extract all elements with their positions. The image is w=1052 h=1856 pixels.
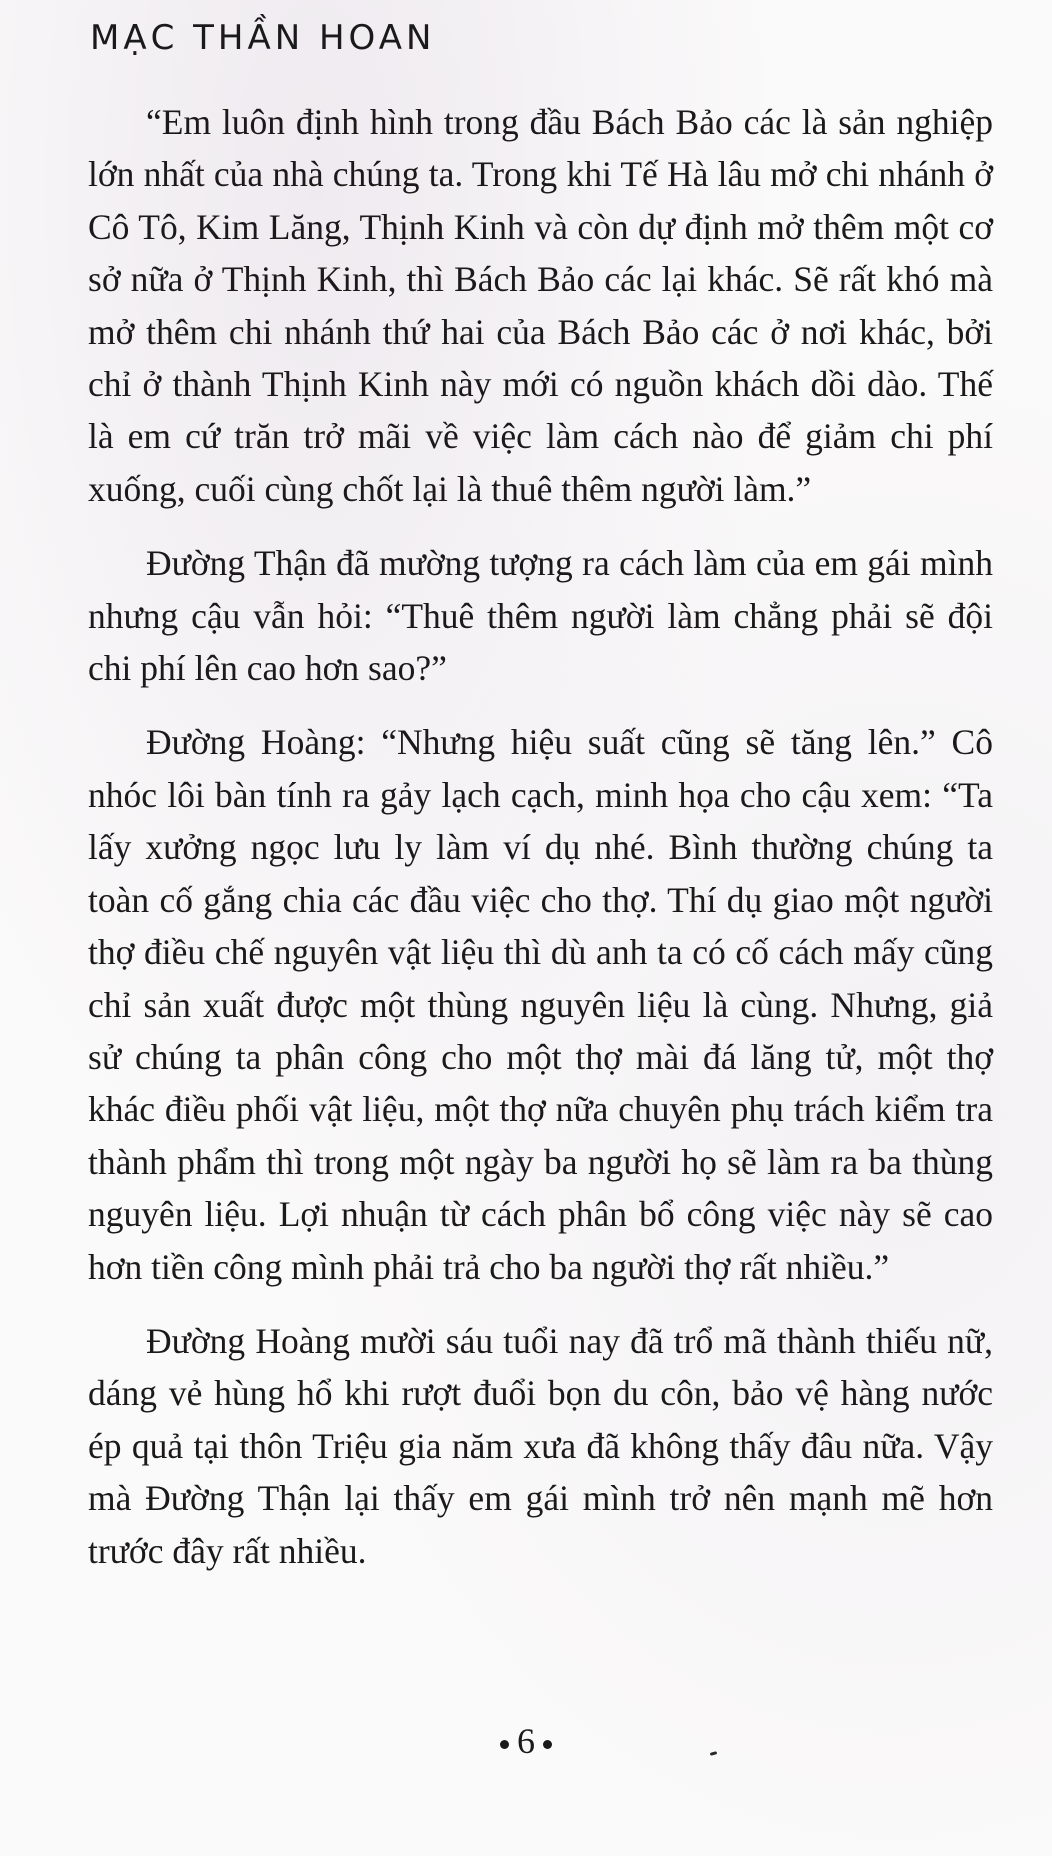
- paragraph: Đường Hoàng: “Nhưng hiệu suất cũng sẽ tăng lên.” Cô nhóc lôi bàn tính ra gảy lạch cạch, minh họa cho cậu xem: “Ta lấy xưởng ngọc lưu ly làm ví dụ nhé. Bình thường chúng ta toàn cố gắng chia các đầu việc cho thợ. Thí dụ giao một người thợ điều chế nguyên vật liệu thì dù anh ta có cố cách mấy cũng chỉ sản xuất được một thùng nguyên liệu là cùng. Nhưng, giả sử chúng ta phân công cho một thợ mài đá lăng tử, một thợ khác điều phối vật liệu, một thợ nữa chuyên phụ trách kiểm tra thành phẩm thì trong một ngày ba người họ sẽ làm ra ba thùng nguyên liệu. Lợi nhuận từ cách phân bổ công việc này sẽ cao hơn tiền công mình phải trả cho ba người thợ rất nhiều.”: [88, 722, 993, 1287]
- paragraph: “Em luôn định hình trong đầu Bách Bảo các là sản nghiệp lớn nhất của nhà chúng ta. Trong khi Tế Hà lâu mở chi nhánh ở Cô Tô, Kim Lăng, Thịnh Kinh và còn dự định mở thêm một cơ sở nữa ở Thịnh Kinh, thì Bách Bảo các lại khác. Sẽ rất khó mà mở thêm chi nhánh thứ hai của Bách Bảo các ở nơi khác, bởi chỉ ở thành Thịnh Kinh này mới có nguồn khách dồi dào. Thế là em cứ trăn trở mãi về việc làm cách nào để giảm chi phí xuống, cuối cùng chốt lại là thuê thêm người làm.”: [88, 102, 993, 509]
- bullet-dot-icon: [543, 1740, 552, 1749]
- paragraph: Đường Thận đã mường tượng ra cách làm của em gái mình nhưng cậu vẫn hỏi: “Thuê thêm người làm chẳng phải sẽ đội chi phí lên cao hơn sao?”: [88, 543, 993, 689]
- body-text: [88, 96, 993, 1577]
- paragraph: Đường Hoàng mười sáu tuổi nay đã trổ mã thành thiếu nữ, dáng vẻ hùng hổ khi rượt đuổi bọn du côn, bảo vệ hàng nước ép quả tại thôn Triệu gia năm xưa đã không thấy đâu nữa. Vậy mà Đường Thận lại thấy em gái mình trở nên mạnh mẽ hơn trước đây rất nhiều.: [88, 1320, 993, 1571]
- bullet-dot-icon: [500, 1740, 509, 1749]
- page-number: 6: [517, 1721, 535, 1761]
- page-footer: [0, 1720, 1052, 1762]
- running-head-author: MẠC THẦN HOAN: [90, 18, 436, 58]
